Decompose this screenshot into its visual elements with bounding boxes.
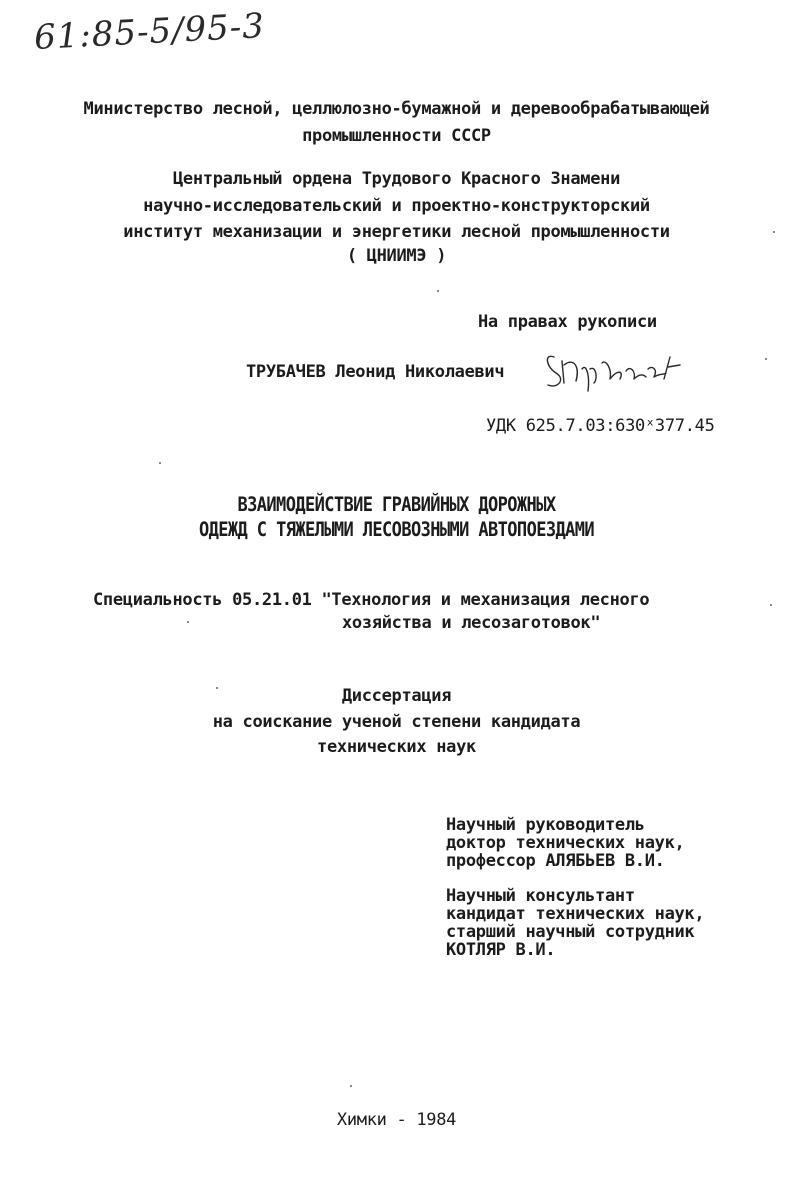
consultant-position: старший научный сотрудник <box>446 922 695 942</box>
signature-drawing <box>540 335 710 395</box>
ministry-line-2: промышленности СССР <box>302 126 491 146</box>
author-name: ТРУБАЧЕВ Леонид Николаевич <box>246 362 505 382</box>
dissertation-degree: на соискание ученой степени кандидата <box>212 712 581 732</box>
institute-line-1: Центральный ордена Трудового Красного Знамени <box>172 169 621 189</box>
supervisor-degree: доктор технических наук, <box>446 833 685 853</box>
supervisor-name: профессор АЛЯБЬЕВ В.И. <box>446 851 665 871</box>
scan-speck <box>350 1085 352 1087</box>
scan-speck <box>773 231 775 233</box>
title-line-1: ВЗАИМОДЕЙСТВИЕ ГРАВИЙНЫХ ДОРОЖНЫХ <box>237 493 556 517</box>
udk-code: УДК 625.7.03:630ˣ377.45 <box>486 416 715 436</box>
manuscript-note: На правах рукописи <box>478 312 657 332</box>
title-line-2: ОДЕЖД С ТЯЖЕЛЫМИ ЛЕСОВОЗНЫМИ АВТОПОЕЗДАМИ <box>198 518 595 542</box>
specialty-line-1: Специальность 05.21.01 "Технология и механизация лесного <box>93 590 650 610</box>
ministry-line-1: Министерство лесной, целлюлозно-бумажной и деревообрабатывающей <box>83 99 710 119</box>
scan-speck <box>216 687 218 689</box>
consultant-name: КОТЛЯР В.И. <box>446 940 556 960</box>
consultant-title: Научный консультант <box>446 886 635 906</box>
author-signature <box>540 335 710 395</box>
institute-line-2: научно-исследовательский и проектно-конструкторский <box>143 196 650 216</box>
scan-speck <box>187 621 189 623</box>
place-and-year: Химки - 1984 <box>336 1110 457 1130</box>
scan-speck <box>770 604 772 606</box>
scan-speck <box>159 462 161 464</box>
supervisor-title: Научный руководитель <box>446 815 645 835</box>
scan-speck <box>437 290 439 292</box>
signature-text <box>540 335 545 336</box>
dissertation-label: Диссертация <box>341 686 452 706</box>
specialty-line-2: хозяйства и лесозаготовок" <box>342 613 601 633</box>
consultant-degree: кандидат технических наук, <box>446 904 705 924</box>
institute-line-3: институт механизации и энергетики лесной промышленности <box>123 222 670 242</box>
dissertation-field: технических наук <box>317 737 476 757</box>
institute-abbreviation: ( ЦНИИМЭ ) <box>346 246 447 266</box>
scan-speck <box>765 358 767 360</box>
archive-handwritten-mark: 61:85-5/95-3 <box>33 5 266 59</box>
